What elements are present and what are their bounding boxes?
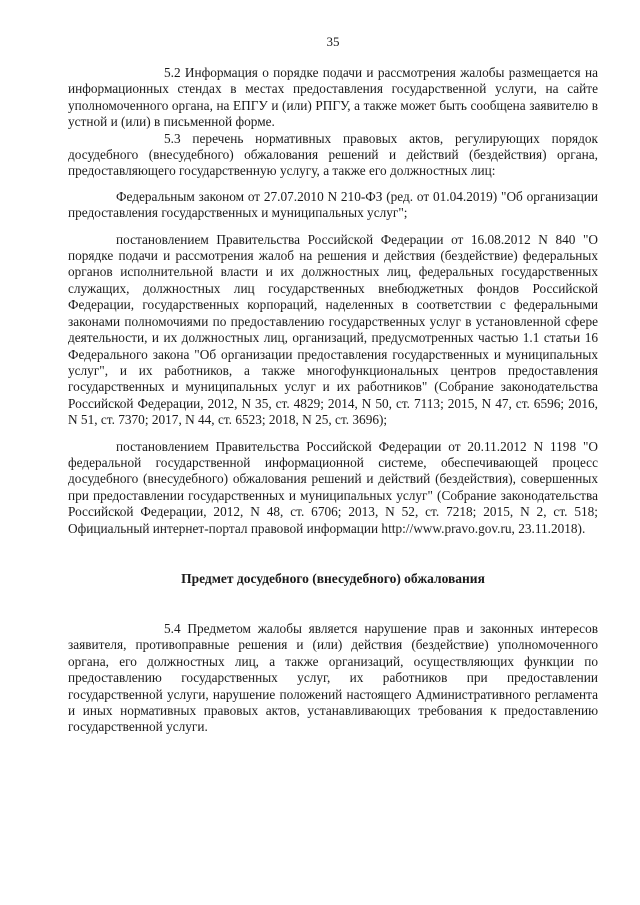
law-item-resolution-1198: постановлением Правительства Российской Федерации от 20.11.2012 N 1198 "О федеральной государственной информационной системе, обеспечивающей процесс досудебного (внесудебного) обжалования решений и действий (бездействия), совершенных при предоставлении государственных и муниципальных услуг" (Собрание законодательства Российской Федерации, 2012, N 48, ст. 6706; 2013, N 52, ст. 7218; 2015, N 2, ст. 518; Официальный интернет-портал правовой информации http://www.pravo.gov.ru, 23.11.2018). xyxy=(68,438,598,536)
paragraph-number: 5.4 xyxy=(164,620,181,636)
paragraph-number: 5.3 xyxy=(164,130,181,146)
law-item-resolution-840: постановлением Правительства Российской Федерации от 16.08.2012 N 840 "О порядке подачи и рассмотрения жалоб на решения и действия (бездействие) федеральных органов исполнительной власти и их должностных лиц, федеральных государственных служащих, должностных лиц государственных внебюджетных фондов Российской Федерации, государственных корпораций, наделенных в соответствии с федеральными законами полномочиями по предоставлению государственных услуг в установленной сфере деятельности, и их должностных лиц, организаций, предусмотренных частью 1.1 статьи 16 Федерального закона "Об организации предоставления государственных и муниципальных услуг", и их работников, а также многофункциональных центров предоставления государственных и муниципальных услуг и их работников" (Собрание законодательства Российской Федерации, 2012, N 35, ст. 4829; 2014, N 50, ст. 7113; 2015, N 47, ст. 6596; 2016, N 51, ст. 7370; 2017, N 44, ст. 6523; 2018, N 25, ст. 3696); xyxy=(68,231,598,428)
document-page xyxy=(68,34,598,736)
section-title: Предмет досудебного (внесудебного) обжалования xyxy=(181,570,485,586)
page-number: 35 xyxy=(326,34,340,49)
paragraph-text: Предметом жалобы является нарушение прав и законных интересов заявителя, противоправные решения и (или) действия (бездействие) уполномоченного органа, его должностных лиц, а также организаций, осуществляющих функции по предоставлению государственных услуг, их работников при предоставлении государственной услуги, нарушение положений настоящего Административного регламента и иных нормативных правовых актов, устанавливающих требования к предоставлению государственной услуги. xyxy=(68,620,599,735)
paragraph-text: Информация о порядке подачи и рассмотрения жалобы размещается на информационных стендах в местах предоставления государственной услуги, на сайте уполномоченного органа, на ЕПГУ и (или) РПГУ, а также может быть сообщена заявителю в устной и (или) в письменной форме. xyxy=(68,65,598,130)
paragraph-5-3 xyxy=(68,131,598,180)
law-item-federal-law-210: Федеральным законом от 27.07.2010 N 210-ФЗ (ред. от 01.04.2019) "Об организации предоставления государственных и муниципальных услуг"; xyxy=(68,188,598,221)
paragraph-5-4 xyxy=(68,621,598,736)
paragraph-number: 5.2 xyxy=(164,65,181,80)
paragraph-5-2 xyxy=(68,65,598,131)
paragraph-text: перечень нормативных правовых актов, регулирующих порядок досудебного (внесудебного) обжалования решений и действий (бездействия) органа, предоставляющего государственную услугу, а также его должностных лиц: xyxy=(68,130,598,179)
